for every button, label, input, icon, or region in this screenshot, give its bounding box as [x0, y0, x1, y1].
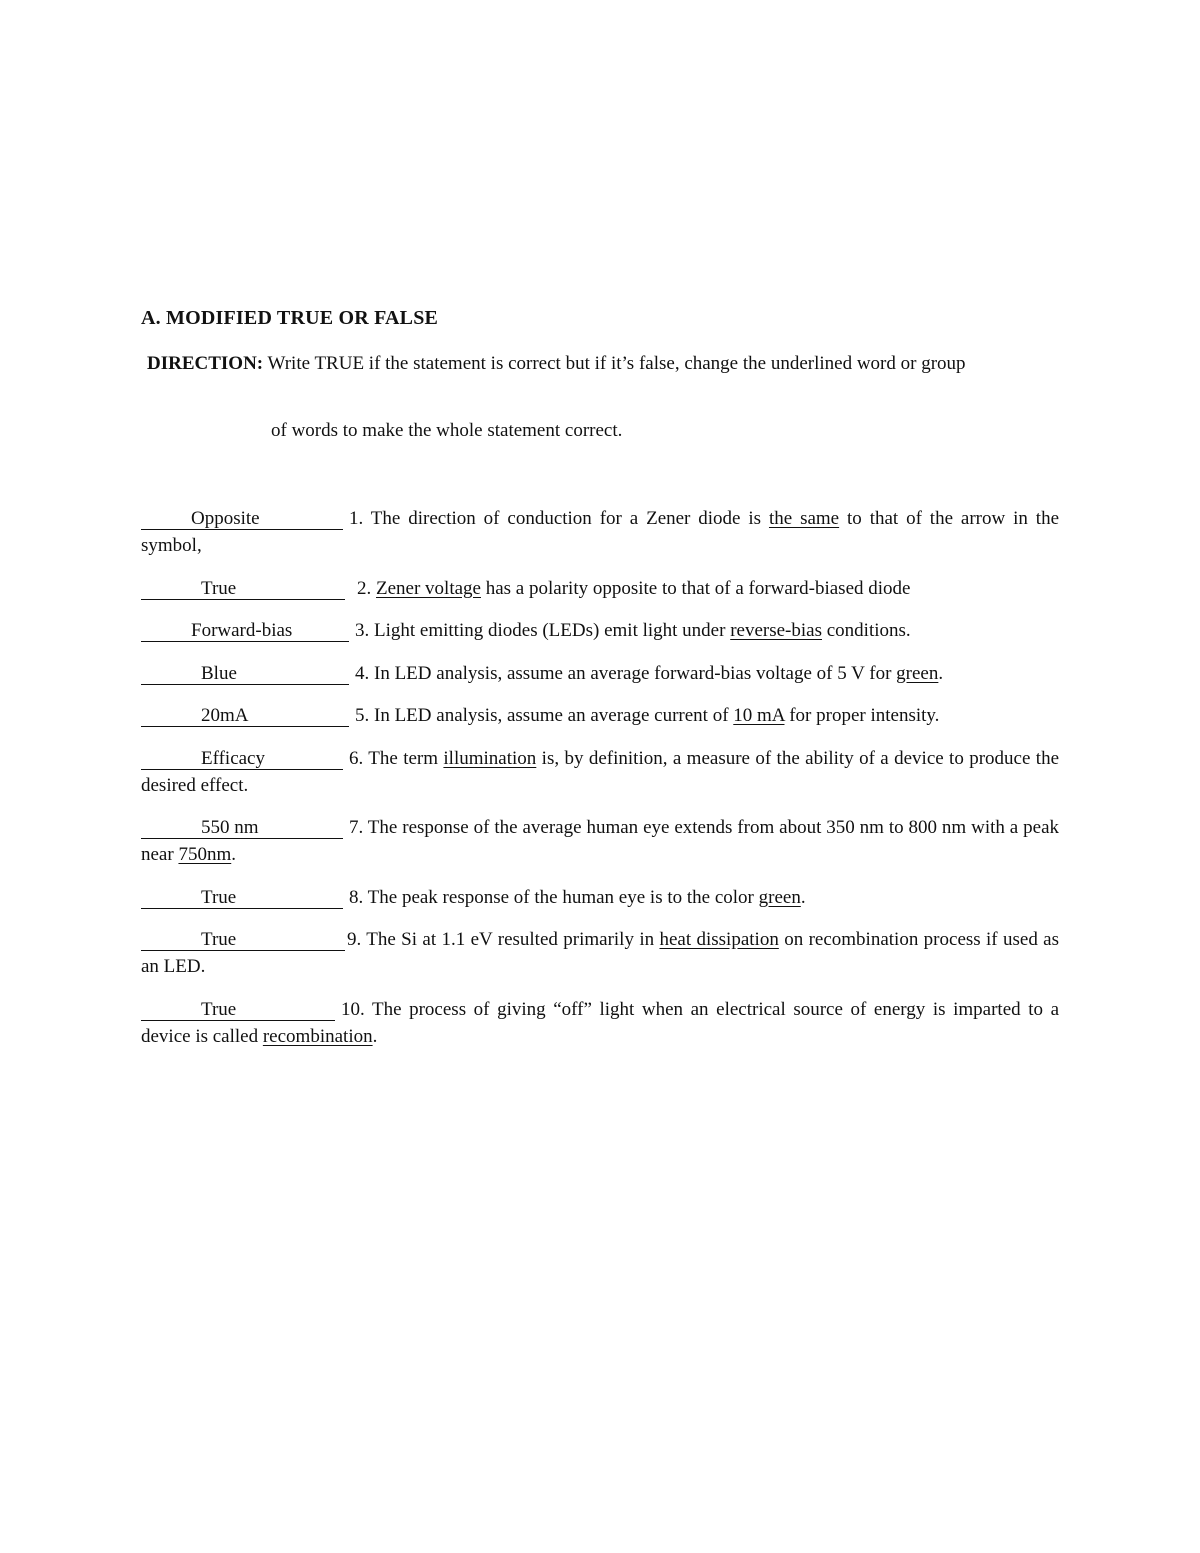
- statement-text: 5. In LED analysis, assume an average current of: [355, 705, 734, 726]
- underlined-term: 10 mA: [733, 705, 785, 726]
- underlined-term: illumination: [443, 747, 537, 769]
- question-list: [141, 505, 1059, 1065]
- statement-text-end: .: [231, 844, 236, 865]
- underlined-term: reverse-bias: [730, 620, 822, 641]
- answer-text: 20mA: [201, 705, 249, 726]
- answer-blank[interactable]: [141, 705, 349, 727]
- answer-blank[interactable]: [141, 929, 345, 951]
- answer-text: Forward-bias: [191, 620, 293, 641]
- section-title: A. MODIFIED TRUE OR FALSE: [141, 307, 439, 329]
- question-item-6: [141, 745, 1059, 799]
- underlined-term: green: [896, 662, 939, 684]
- answer-text: Opposite: [191, 508, 260, 529]
- statement-text-end: .: [372, 1025, 378, 1047]
- question-item-9: [141, 926, 1059, 980]
- answer-blank[interactable]: [141, 620, 349, 642]
- answer-blank[interactable]: [141, 999, 335, 1021]
- answer-blank[interactable]: [141, 578, 345, 600]
- statement-text-end: .: [800, 886, 806, 908]
- answer-text: Blue: [201, 662, 237, 684]
- underlined-term: 750nm: [178, 844, 232, 865]
- statement-text-end: conditions.: [821, 620, 911, 641]
- question-item-3: [141, 617, 1059, 644]
- statement-text-end: to that of the arrow in the symbol,: [141, 508, 1060, 556]
- answer-text: True: [201, 929, 237, 950]
- statement-text: 10. The process of giving “off” light when an electrical source of energy is imparted to a device is called: [141, 998, 1059, 1047]
- question-item-2: [141, 575, 1059, 602]
- statement-text: 9. The Si at 1.1 eV resulted primarily in: [347, 929, 660, 950]
- question-item-4: [141, 660, 1059, 687]
- underlined-term: the same: [768, 508, 840, 529]
- answer-blank[interactable]: [141, 508, 343, 530]
- statement-text: 6. The term: [349, 747, 444, 769]
- statement-text: 1. The direction of conduction for a Zener diode is: [349, 508, 769, 529]
- answer-blank[interactable]: [141, 663, 349, 685]
- answer-blank[interactable]: [141, 887, 343, 909]
- direction-label: DIRECTION:: [147, 353, 264, 374]
- question-item-10: [141, 996, 1059, 1050]
- direction-continuation: of words to make the whole statement correct.: [271, 420, 623, 441]
- statement-text: 8. The peak response of the human eye is to the color: [349, 886, 759, 908]
- answer-text: True: [201, 886, 237, 908]
- statement-text: 2.: [357, 577, 376, 599]
- answer-text: Efficacy: [201, 747, 265, 769]
- statement-text-end: for proper intensity.: [784, 705, 940, 726]
- underlined-term: green: [758, 886, 801, 908]
- underlined-term: recombination: [262, 1025, 373, 1047]
- question-item-5: [141, 702, 1059, 729]
- direction-paragraph: [141, 350, 1059, 377]
- answer-text: 550 nm: [201, 817, 259, 838]
- statement-text-end: on recombination process if used as an LED.: [141, 929, 1060, 977]
- answer-text: True: [201, 577, 237, 599]
- statement-text-end: is, by definition, a measure of the ability of a device to produce the desired effect.: [141, 747, 1060, 796]
- direction-text: Write TRUE if the statement is correct but if it’s false, change the underlined word or group: [267, 353, 966, 374]
- statement-text: 7. The response of the average human eye extends from about 350 nm to 800 nm with a peak near: [141, 817, 1059, 865]
- question-item-8: [141, 884, 1059, 911]
- statement-text-end: .: [938, 662, 944, 684]
- underlined-term: Zener voltage: [376, 577, 481, 599]
- answer-text: True: [201, 998, 237, 1020]
- answer-blank[interactable]: [141, 748, 343, 770]
- question-item-1: [141, 505, 1059, 559]
- underlined-term: heat dissipation: [659, 929, 779, 950]
- statement-text: 3. Light emitting diodes (LEDs) emit light under: [355, 620, 731, 641]
- question-item-7: [141, 814, 1059, 868]
- statement-text: 4. In LED analysis, assume an average forward-bias voltage of 5 V for: [355, 662, 897, 684]
- statement-text-end: has a polarity opposite to that of a forward-biased diode: [480, 577, 911, 599]
- answer-blank[interactable]: [141, 817, 343, 839]
